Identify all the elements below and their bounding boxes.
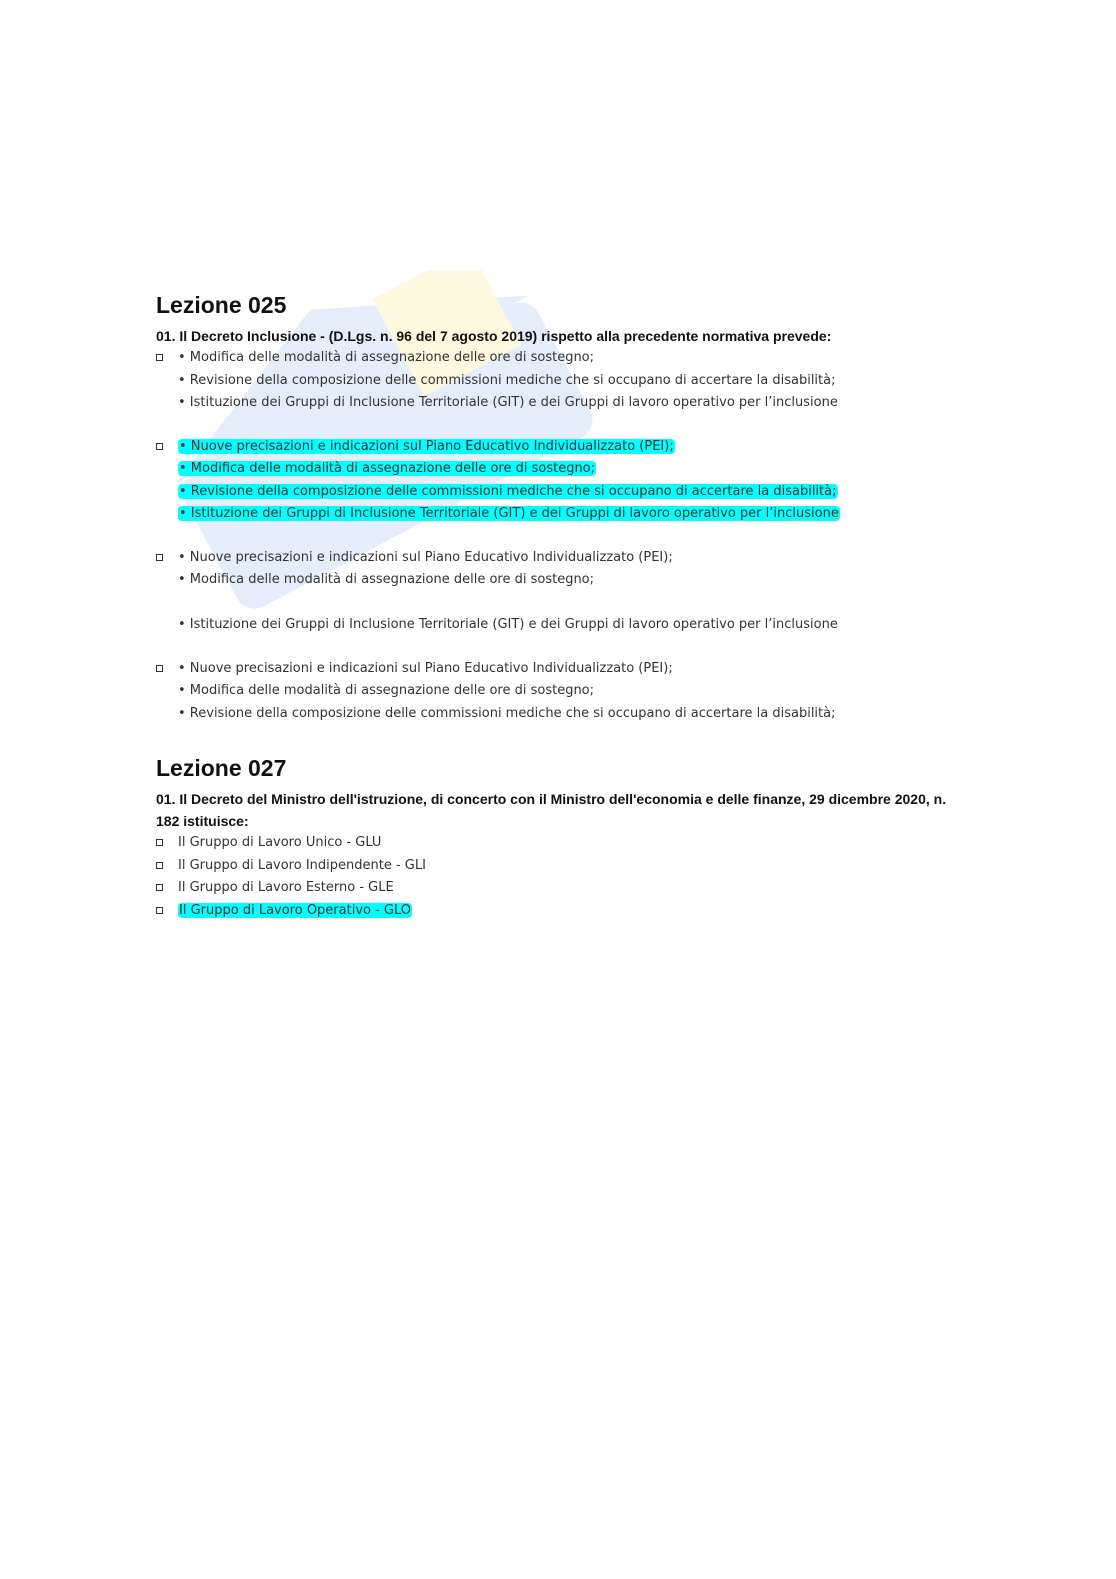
checkbox-icon[interactable] — [156, 354, 163, 361]
document-body — [156, 292, 956, 922]
answer-option[interactable] — [156, 855, 956, 878]
answer-option[interactable] — [156, 832, 956, 855]
highlighted-line: • Istituzione dei Gruppi di Inclusione Territoriale (GIT) e dei Gruppi di lavoro operativo per l’inclusione — [179, 506, 839, 521]
checkbox-icon[interactable] — [156, 884, 163, 891]
lesson-title: Lezione 027 — [156, 755, 287, 781]
question-text: 01. Il Decreto del Ministro dell'istruzione, di concerto con il Ministro dell'economia e delle finanze, 29 dicembre 2020, n. 182 istituisce: — [156, 791, 947, 829]
answer-option[interactable] — [156, 347, 956, 415]
checkbox-icon[interactable] — [156, 665, 163, 672]
answer-option[interactable] — [156, 877, 956, 900]
option-line: • Revisione della composizione delle commissioni mediche che si occupano di accertare la disabilità; — [178, 372, 836, 388]
option-line: • Revisione della composizione delle commissioni mediche che si occupano di accertare la disabilità; — [178, 705, 836, 721]
answer-option-correct[interactable] — [156, 900, 956, 923]
checkbox-icon[interactable] — [156, 862, 163, 869]
option-line: • Nuove precisazioni e indicazioni sul Piano Educativo Individualizzato (PEI); — [178, 549, 673, 565]
highlighted-line: • Nuove precisazioni e indicazioni sul Piano Educativo Individualizzato (PEI); — [179, 438, 674, 454]
checkbox-icon[interactable] — [156, 443, 163, 450]
option-line: Il Gruppo di Lavoro Unico - GLU — [178, 835, 382, 850]
option-line: • Nuove precisazioni e indicazioni sul Piano Educativo Individualizzato (PEI); — [178, 660, 673, 676]
highlighted-line: • Modifica delle modalità di assegnazione delle ore di sostegno; — [179, 461, 596, 476]
answer-option[interactable] — [156, 547, 956, 637]
answer-option[interactable] — [156, 658, 956, 726]
lesson-title: Lezione 025 — [156, 292, 287, 318]
lesson-section — [156, 755, 956, 922]
option-line: • Modifica delle modalità di assegnazione delle ore di sostegno; — [178, 350, 595, 365]
checkbox-icon[interactable] — [156, 907, 163, 914]
option-line: • Modifica delle modalità di assegnazione delle ore di sostegno; — [178, 683, 595, 698]
question-text: 01. Il Decreto Inclusione - (D.Lgs. n. 96 del 7 agosto 2019) rispetto alla precedente normativa prevede: — [156, 328, 832, 344]
checkbox-icon[interactable] — [156, 839, 163, 846]
option-line: Il Gruppo di Lavoro Esterno - GLE — [178, 880, 394, 895]
option-line: • Istituzione dei Gruppi di Inclusione Territoriale (GIT) e dei Gruppi di lavoro operativo per l’inclusione — [178, 617, 838, 632]
highlighted-line: • Revisione della composizione delle commissioni mediche che si occupano di accertare la disabilità; — [179, 483, 837, 499]
option-line: • Istituzione dei Gruppi di Inclusione Territoriale (GIT) e dei Gruppi di lavoro operativo per l’inclusione — [178, 395, 838, 410]
highlighted-line: Il Gruppo di Lavoro Operativo - GLO — [179, 902, 412, 918]
lesson-section — [156, 292, 956, 725]
option-line — [178, 592, 956, 615]
answer-option-correct[interactable] — [156, 436, 956, 526]
option-line: • Modifica delle modalità di assegnazione delle ore di sostegno; — [178, 572, 595, 587]
option-line: Il Gruppo di Lavoro Indipendente - GLI — [178, 857, 426, 873]
checkbox-icon[interactable] — [156, 554, 163, 561]
